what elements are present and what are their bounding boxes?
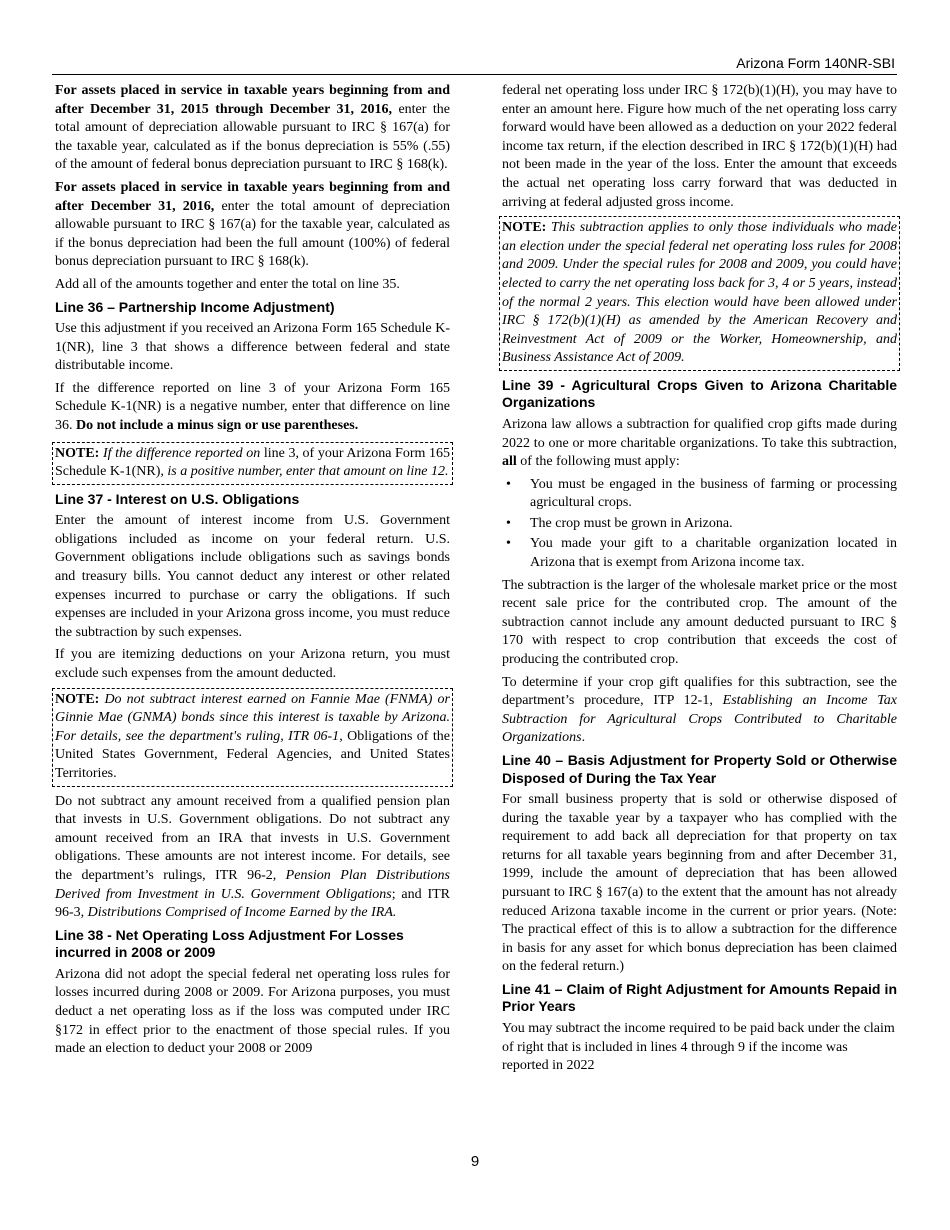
paragraph-line36-negative: If the difference reported on line 3 of your Arizona Form 165 Schedule K-1(NR) is a negative number, enter that difference on line 36. Do not include a minus sign or use parentheses. (55, 380, 450, 433)
list-item: • You must be engaged in the business of farming or processing agricultural crops. (506, 476, 897, 511)
heading-line-36: Line 36 – Partnership Income Adjustment) (55, 298, 335, 315)
note-line38: NOTE: This subtraction applies to only those individuals who made an election under the special federal net operating loss rules for 2008 and 2009. Under the special rules for 2008 and 2009, you could have elected to carry the net operating loss back for 3, 4 or 5 years, instead of the normal 2 years. This election would have been allowed under IRC § 172(b)(1)(H) as amended by the American Recovery and Reinvestment Act of 2009 or the Worker, Homeownership, and Business Assistance Act of 2009. (499, 216, 900, 371)
paragraph-line39-intro: Arizona law allows a subtraction for qualified crop gifts made during 2022 to one or more charitable organizations. To take this subtraction, all of the following must apply: (502, 416, 897, 470)
paragraph-depreciation-2015: For assets placed in service in taxable years beginning from and after December 31, 2015 through December 31, 2016, enter the total amount of depreciation allowable pursuant to IRC § 167(a) for the taxable year, calculated as if the bonus depreciation is 55% (.55) of the amount of federal bonus depreciation pursuant to IRC § 168(k). (55, 83, 450, 173)
paragraph-line41-claim: You may subtract the income required to be paid back under the claim of right that is included in lines 4 through 9 if the income was reported in 2022 (502, 1020, 895, 1074)
left-column (55, 82, 450, 1063)
bullet-icon: • (506, 515, 511, 531)
paragraph-line37-pension: Do not subtract any amount received from a qualified pension plan that invests in U.S. Government obligations. Do not subtract any amount received from an IRA that invests in U.S. Government obligations. These amounts are not interest income. For details, see the department’s rulings, ITR 96-2, Pension Plan Distributions Derived from Investment in U.S. Government Obligations; and ITR 96-3, Distributions Comprised of Income Earned by the IRA. (55, 793, 450, 921)
bullet-icon: • (506, 476, 511, 492)
paragraph-line38-continued: federal net operating loss under IRC § 172(b)(1)(H), you may have to enter an amount here. Figure how much of the net operating loss carry forward would have been allowed as a deduction on your 2022 federal income tax return, if the election described in IRC § 172(b)(1)(H) had not been made in the year of the loss. Enter the amount that exceeds the actual net operating loss carry forward that was deducted in arriving at federal adjusted gross income. (502, 83, 897, 210)
heading-line-41: Line 41 – Claim of Right Adjustment for Amounts Repaid in Prior Years (502, 980, 897, 1015)
line39-requirements-list (502, 476, 897, 573)
paragraph-depreciation-2016: For assets placed in service in taxable years beginning from and after December 31, 2016, enter the total amount of depreciation allowable pursuant to IRC § 167(a) for the taxable year, calculated as if the bonus depreciation had been the full amount (100%) of federal bonus depreciation pursuant to IRC § 168(k). (55, 179, 450, 270)
form-title: Arizona Form 140NR-SBI (736, 55, 895, 71)
paragraph-line36-use: Use this adjustment if you received an Arizona Form 165 Schedule K-1(NR), line 3 that shows a difference between federal and state distributable income. (55, 321, 450, 374)
bullet-icon: • (506, 536, 511, 552)
paragraph-line37-itemizing: If you are itemizing deductions on your Arizona return, you must exclude such expenses from the amount deducted. (55, 647, 450, 682)
paragraph-line40-basis: For small business property that is sold or otherwise disposed of during the taxable year by a taxpayer who has complied with the requirement to add back all depreciation for that property on tax returns for all taxable years beginning from and after December 31, 1999, include the amount of depreciation that has been allowed pursuant to IRC § 167(a) to the extent that the amount has not already reduced Arizona taxable income in the current or prior years. (Note: The practical effect of this is to allow a subtraction for the difference in basis for any asset for which bonus depreciation has been claimed on the federal return.) (502, 792, 897, 975)
paragraph-line39-procedure: To determine if your crop gift qualifies for this subtraction, see the department’s procedure, ITP 12-1, Establishing an Income Tax Subtraction for Agricultural Crops Contributed to Charitable Organizations. (502, 674, 898, 746)
paragraph-add-amounts: Add all of the amounts together and enter the total on line 35. (55, 276, 400, 292)
paragraph-line39-subtraction: The subtraction is the larger of the wholesale market price or the most recent sale price for the contributed crop. The amount of the subtraction cannot include any amount deducted pursuant to IRC § 170 with respect to crop contribution that exceeds the cost of producing the contributed crop. (502, 577, 897, 668)
list-item: • The crop must be grown in Arizona. (502, 515, 897, 534)
heading-line-39: Line 39 - Agricultural Crops Given to Arizona Charitable Organizations (502, 376, 897, 411)
heading-line-38: Line 38 - Net Operating Loss Adjustment For Losses incurred in 2008 or 2009 (55, 926, 404, 961)
paragraph-line37-interest: Enter the amount of interest income from U.S. Government obligations included as income on your federal return. U.S. Government obligations include obligations such as savings bonds and treasury bills. You cannot deduct any interest or other related expenses incurred to purchase or carry the obligations. If such expenses are included in your Arizona gross income, you must reduce the subtraction by such expenses. (55, 513, 450, 640)
note-line36: NOTE: If the difference reported on line 3, of your Arizona Form 165 Schedule K-1(NR), is a positive number, enter that amount on line 12. (52, 442, 453, 485)
list-item: • You made your gift to a charitable organization located in Arizona that is exempt from Arizona income tax. (506, 536, 897, 571)
page-number: 9 (470, 1153, 480, 1170)
note-line37: NOTE: Do not subtract interest earned on Fannie Mae (FNMA) or Ginnie Mae (GNMA) bonds since this interest is taxable by Arizona. For details, see the department's ruling, ITR 06-1, Obligations of the United States Government, Federal Agencies, and United States Territories. (52, 688, 453, 787)
header-divider (52, 74, 897, 75)
heading-line-40: Line 40 – Basis Adjustment for Property Sold or Otherwise Disposed of During the Tax Year (502, 752, 897, 786)
right-column (502, 82, 897, 1080)
paragraph-line38-nol: Arizona did not adopt the special federal net operating loss rules for losses incurred during 2008 or 2009. For Arizona purposes, you must deduct a net operating loss as if the loss was computed under IRC §172 in effect prior to the enactment of those special rules. If you made an election to deduct your 2008 or 2009 (55, 966, 450, 1057)
heading-line-37: Line 37 - Interest on U.S. Obligations (55, 490, 300, 507)
